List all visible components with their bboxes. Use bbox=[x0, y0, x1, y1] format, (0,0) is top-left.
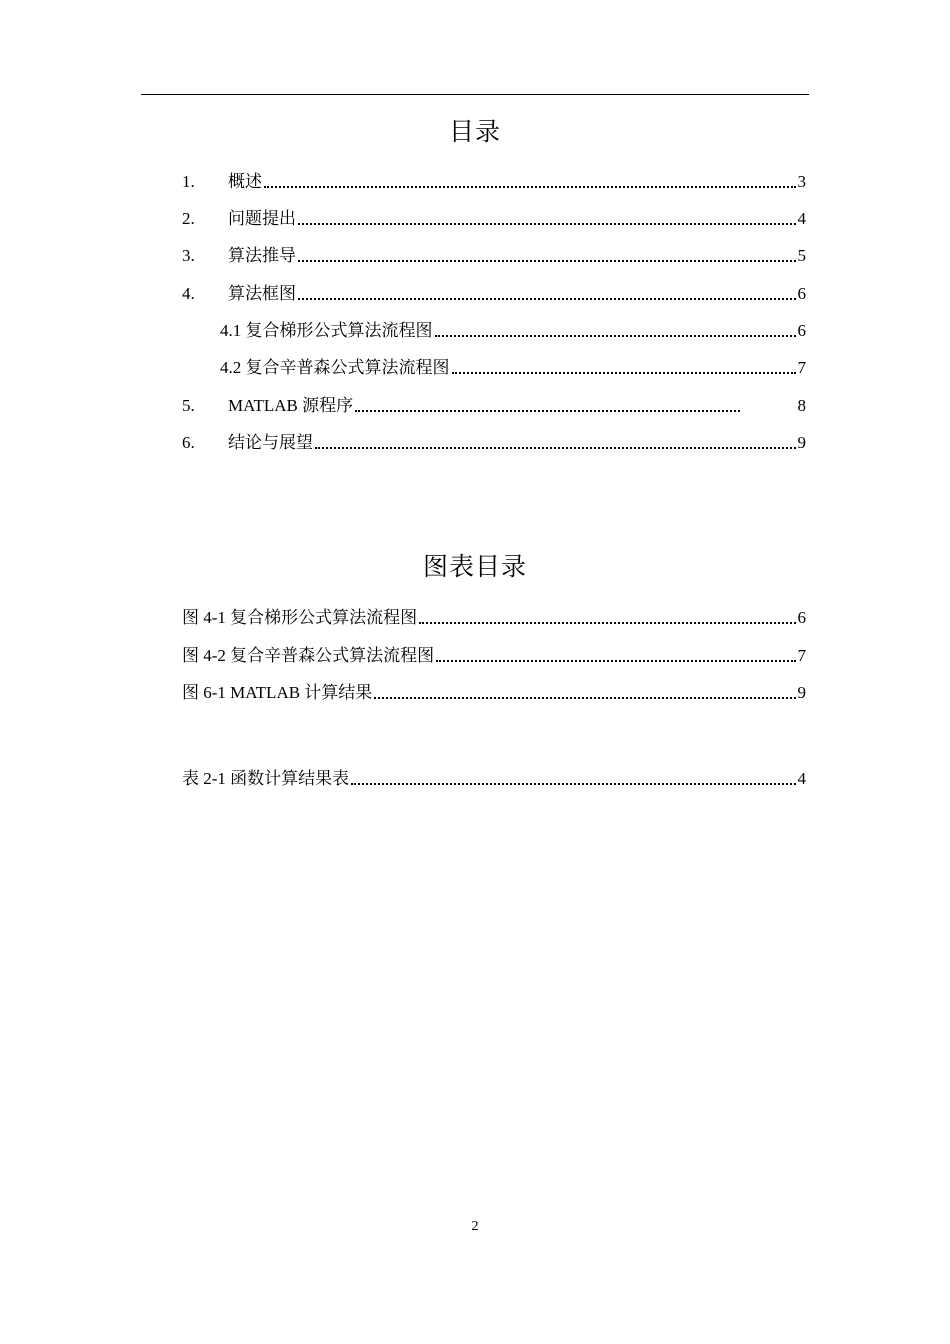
toc-heading: 目录 bbox=[448, 119, 501, 146]
toc-entry-number: 4. bbox=[182, 284, 195, 303]
toc-entry-label: 算法框图 bbox=[228, 284, 296, 303]
toc-entry-page: 7 bbox=[797, 358, 806, 377]
toc-entry-label: 4.1 复合梯形公式算法流程图 bbox=[220, 321, 433, 340]
toc-entry-label: 结论与展望 bbox=[228, 433, 313, 452]
toc-entry-number: 5. bbox=[182, 396, 195, 415]
toc-entry-4-1[interactable] bbox=[220, 320, 806, 342]
figure-entry-4-2[interactable] bbox=[182, 645, 806, 667]
dot-leader bbox=[264, 186, 796, 188]
toc-entry-number: 6. bbox=[182, 433, 195, 452]
table-entry-label: 表 2-1 函数计算结果表 bbox=[182, 769, 350, 788]
toc-entry-page: 6 bbox=[797, 284, 806, 303]
dot-leader bbox=[374, 697, 795, 699]
toc-entry-number: 2. bbox=[182, 209, 195, 228]
toc-entry-page: 5 bbox=[797, 246, 806, 265]
dot-leader bbox=[452, 372, 796, 374]
dot-leader bbox=[298, 298, 796, 300]
figure-entry-page: 7 bbox=[797, 646, 806, 665]
toc-entry-label: 算法推导 bbox=[228, 246, 296, 265]
figure-entry-label: 图 4-1 复合梯形公式算法流程图 bbox=[182, 608, 418, 627]
dot-leader bbox=[315, 447, 796, 449]
toc-entry-1[interactable] bbox=[182, 171, 806, 193]
toc-entry-4[interactable] bbox=[182, 283, 806, 305]
toc-entry-page: 9 bbox=[797, 433, 806, 452]
toc-entry-label: 4.2 复合辛普森公式算法流程图 bbox=[220, 358, 450, 377]
toc-entry-label: 问题提出 bbox=[228, 209, 296, 228]
dot-leader bbox=[298, 260, 796, 262]
dot-leader bbox=[355, 410, 740, 412]
toc-entry-label: 概述 bbox=[228, 172, 262, 191]
toc-entry-2[interactable] bbox=[182, 208, 806, 230]
toc-entry-3[interactable] bbox=[182, 245, 806, 267]
figure-entry-page: 6 bbox=[797, 608, 806, 627]
toc-entry-5[interactable] bbox=[182, 395, 806, 417]
figure-entry-6-1[interactable] bbox=[182, 682, 806, 704]
toc-entry-6[interactable] bbox=[182, 432, 806, 454]
table-entry-page: 4 bbox=[797, 769, 806, 788]
toc-entry-page: 6 bbox=[797, 321, 806, 340]
header-rule bbox=[141, 94, 809, 95]
toc-entry-number: 1. bbox=[182, 172, 195, 191]
toc-entry-page: 3 bbox=[797, 172, 806, 191]
figure-entry-page: 9 bbox=[797, 683, 806, 702]
figure-list-heading: 图表目录 bbox=[422, 554, 527, 581]
figure-entry-4-1[interactable] bbox=[182, 607, 806, 629]
dot-leader bbox=[298, 223, 796, 225]
table-entry-2-1[interactable] bbox=[182, 768, 806, 790]
dot-leader bbox=[435, 335, 796, 337]
figure-entry-label: 图 6-1 MATLAB 计算结果 bbox=[182, 683, 373, 702]
toc-entry-page: 8 bbox=[797, 396, 806, 415]
figure-entry-label: 图 4-2 复合辛普森公式算法流程图 bbox=[182, 646, 435, 665]
toc-entry-label: MATLAB 源程序 bbox=[228, 396, 354, 415]
toc-entry-number: 3. bbox=[182, 246, 195, 265]
dot-leader bbox=[436, 660, 795, 662]
toc-entry-page: 4 bbox=[797, 209, 806, 228]
page-number: 2 bbox=[471, 1219, 479, 1234]
dot-leader bbox=[419, 622, 795, 624]
dot-leader bbox=[351, 783, 795, 785]
toc-entry-4-2[interactable] bbox=[220, 357, 806, 379]
